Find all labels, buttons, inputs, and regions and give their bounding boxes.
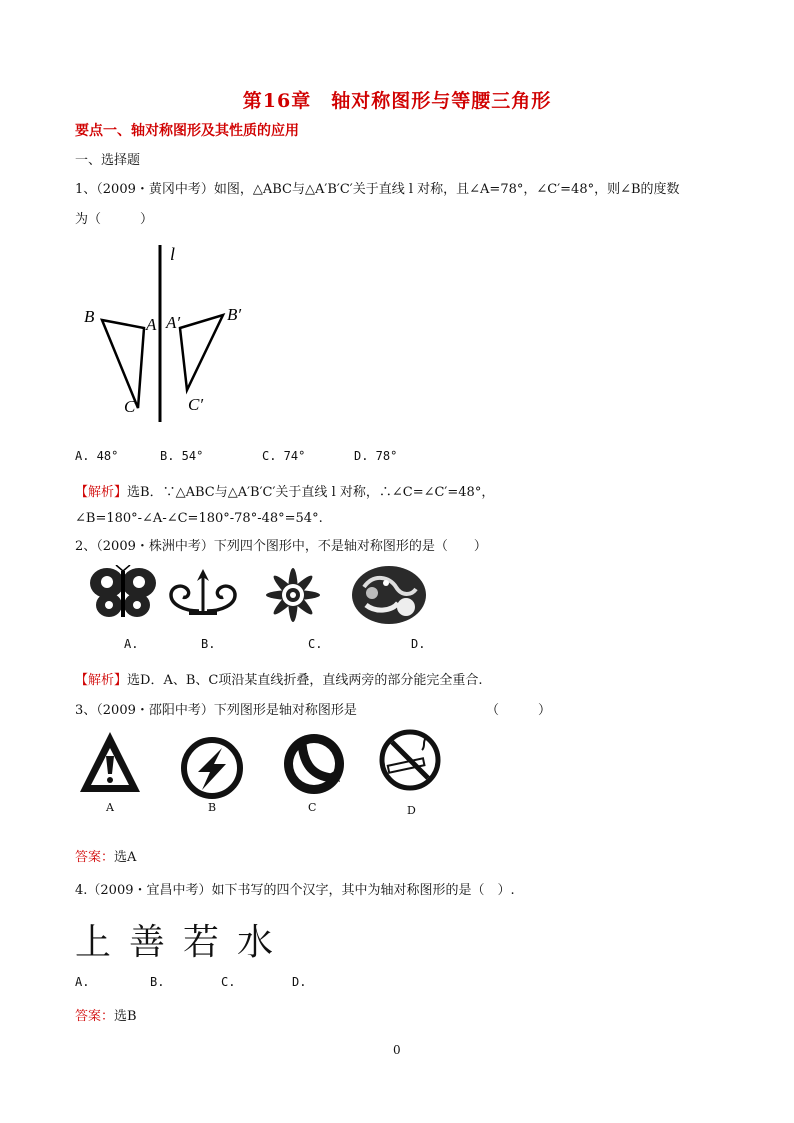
q2-text: 2、（2009・株洲中考）下列四个图形中，不是轴对称图形的是（ ） — [75, 539, 487, 554]
label-c: C — [124, 397, 136, 416]
q3-answer-tag: 答案： — [75, 850, 115, 865]
label-l: l — [170, 244, 176, 264]
triangle-a2b2c2 — [180, 315, 223, 390]
q1-option-d: D. 78° — [354, 449, 398, 463]
butterfly-icon — [88, 565, 158, 621]
q4-char-3: 若 — [183, 922, 220, 963]
q1-analysis-line1 — [75, 481, 494, 500]
q2-analysis — [75, 669, 482, 688]
q4-option-a: A. — [75, 975, 90, 989]
q4-char-2: 善 — [129, 922, 166, 963]
no-pipe-icon — [282, 732, 346, 796]
label-b: B — [84, 307, 95, 326]
q4-answer — [75, 1005, 137, 1024]
section-heading: 要点一、轴对称图形及其性质的应用 — [75, 123, 299, 139]
q3-label-d: D — [407, 804, 416, 817]
q1-figure — [70, 240, 270, 425]
q3-answer — [75, 846, 136, 865]
q2-label-a: A. — [124, 637, 139, 651]
ornament-icon — [165, 567, 241, 619]
q4-option-b: B. — [150, 975, 165, 989]
warning-triangle-icon — [78, 730, 142, 794]
page-title: 第16章 轴对称图形与等腰三角形 — [242, 90, 552, 112]
q4-answer-tag: 答案： — [75, 1009, 115, 1024]
q4-text: 4.（2009・宜昌中考）如下书写的四个汉字，其中为轴对称图形的是（ ）. — [75, 883, 515, 898]
q3-label-b: B — [208, 801, 217, 814]
circular-emblem-icon — [350, 565, 428, 625]
q3-label-c: C — [308, 801, 317, 814]
q1-option-b: B. 54° — [160, 449, 204, 463]
q4-answer-text: 选B — [114, 1009, 137, 1024]
q2-label-b: B. — [201, 637, 216, 651]
snowflake-icon — [262, 566, 324, 624]
q2-label-d: D. — [411, 637, 426, 651]
q1-option-c: C. 74° — [262, 449, 306, 463]
q1-analysis-text: 选B．∵△ABC与△A′B′C′关于直线 l 对称，∴∠C=∠C′=48°， — [127, 485, 495, 500]
part-heading: 一、选择题 — [75, 153, 141, 168]
no-electricity-icon — [180, 736, 244, 800]
q3-label-a: A — [106, 801, 114, 814]
q4-char-4: 水 — [237, 922, 274, 963]
label-c-prime: C′ — [188, 395, 204, 414]
label-a: A — [146, 315, 157, 334]
page-number: 0 — [393, 1043, 401, 1057]
q3-text: 3、（2009・邵阳中考）下列图形是轴对称图形是 — [75, 703, 357, 718]
no-smoking-icon — [378, 728, 442, 792]
q1-option-a: A. 48° — [75, 449, 119, 463]
q4-chars — [75, 914, 273, 965]
q4-char-1: 上 — [75, 922, 112, 963]
triangle-abc — [102, 320, 144, 408]
q2-analysis-text: 选D．A、B、C项沿某直线折叠，直线两旁的部分能完全重合. — [127, 673, 483, 688]
q3-paren: （ ） — [486, 703, 552, 718]
q1-analysis-tag: 【解析】 — [75, 485, 128, 500]
q4-option-c: C. — [221, 975, 236, 989]
q2-label-c: C. — [308, 637, 323, 651]
label-b-prime: B′ — [227, 305, 242, 324]
q1-text-line2: 为（ ） — [75, 212, 154, 227]
label-a-prime: A′ — [166, 313, 181, 332]
q3-answer-text: 选A — [114, 850, 137, 865]
q2-analysis-tag: 【解析】 — [75, 673, 128, 688]
q1-analysis-line2: ∠B=180°-∠A-∠C=180°-78°-48°=54°. — [75, 511, 323, 526]
q4-option-d: D. — [292, 975, 307, 989]
q1-text-line1: 1、（2009・黄冈中考）如图，△ABC与△A′B′C′关于直线 l 对称，且∠A=78°，∠C′=48°，则∠B的度数 — [75, 182, 680, 197]
